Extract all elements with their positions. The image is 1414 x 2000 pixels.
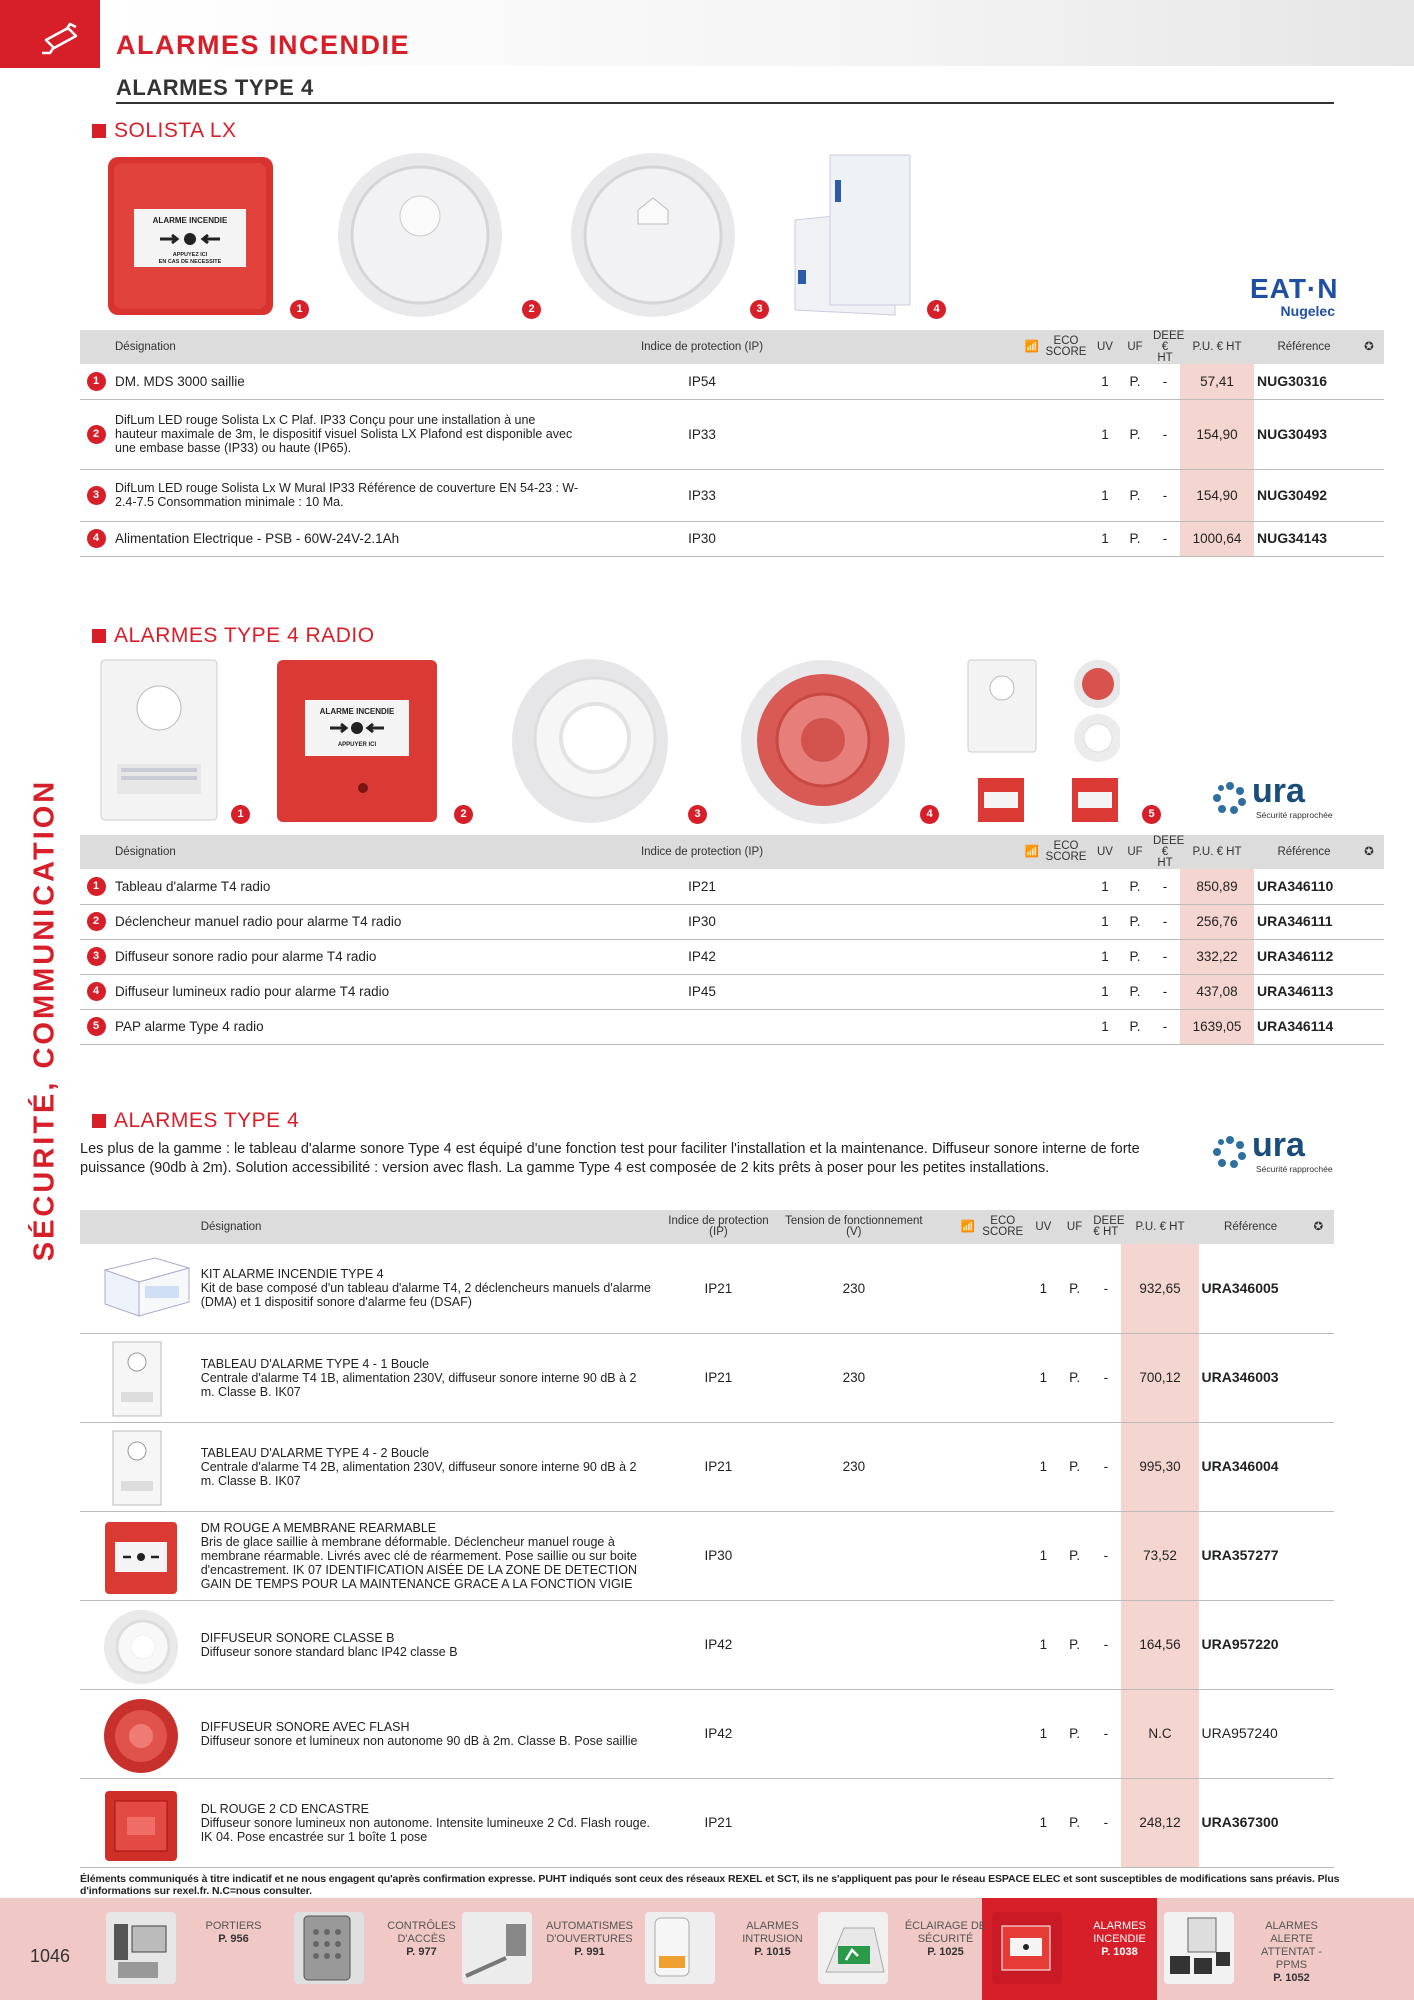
table-row: 1 DM. MDS 3000 saillie IP54 1 P. - 57,41 NUG30316 [80, 364, 1384, 399]
product-ip: IP21 [656, 1778, 781, 1867]
table-row: 4 Alimentation Electrique - PSB - 60W-24V-2.1Ah IP30 1 P. - 1000,64 NUG34143 [80, 521, 1384, 556]
nav-alarmes-incendie-active[interactable]: ALARMES INCENDIE P. 1038 [992, 1908, 1168, 1992]
nav-portiers[interactable]: PORTIERS P. 956 [106, 1908, 282, 1992]
col-uf: UF [1059, 1210, 1090, 1244]
table-row: 2 DifLum LED rouge Solista Lx C Plaf. IP33 Conçu pour une installation à une hauteur maximale de 3m, le dispositif visuel Solista LX Plafond est disponible avec une embase basse (IP33) ou haute (IP65). IP33 1 P. - 154,90 NUG30493 [80, 399, 1384, 469]
col-reference: Référence [1254, 835, 1354, 869]
product-image-radio-siren [505, 656, 675, 826]
col-deee: DEEE € HT [1150, 835, 1180, 869]
nav-eclairage-securite[interactable]: ÉCLAIRAGE DE SÉCURITÉ P. 1025 [818, 1908, 994, 1992]
product-description: Diffuseur sonore lumineux non autonome. Intensite lumineuxe 2 Cd. Flash rouge. IK 04. Pose encastrée sur 1 boîte 1 pose [200, 1815, 651, 1844]
product-table-radio [80, 835, 1384, 1045]
product-uf: P. [1059, 1689, 1090, 1778]
svg-text:APPUYEZ ICI: APPUYEZ ICI [172, 252, 208, 258]
product-price: 73,52 [1121, 1511, 1198, 1600]
page-subtitle: ALARMES TYPE 4 [116, 75, 314, 100]
col-designation: Désignation [112, 835, 582, 869]
product-deee: - [1090, 1689, 1121, 1778]
nav-controles-acces[interactable]: CONTRÔLES D'ACCÈS P. 977 [294, 1908, 470, 1992]
product-price: 164,56 [1121, 1600, 1198, 1689]
gate-motor-icon [462, 1912, 532, 1984]
col-ip: Indice de protection (IP) [582, 835, 822, 869]
table-row [80, 1778, 1334, 1867]
image-badge: 1 [231, 805, 250, 824]
title-rule [116, 102, 1334, 104]
product-description: Bris de glace saillie à membrane déformable. Déclencheur manuel rouge à membrane réarmable. Livrés avec clé de réarmement. Pose saillie ou sur boite d'encastrement. IK 07 IDENTIFICATION AISÉE DE LA ZONE DE DETECTION GAIN DE TEMPS POUR LA MAINTENANCE GRACE A LA FONCTION VIGIE [200, 1534, 637, 1591]
wifi-icon: 📶 [960, 1220, 975, 1233]
intercom-icon [106, 1912, 176, 1984]
product-title: TABLEAU D'ALARME TYPE 4 - 1 Boucle [200, 1356, 430, 1371]
product-title: DIFFUSEUR SONORE AVEC FLASH [200, 1719, 410, 1734]
product-uf: P. [1059, 1422, 1090, 1511]
product-thumbnail [101, 1607, 177, 1683]
product-price: 700,12 [1121, 1333, 1198, 1422]
product-uv: 1 [1028, 1778, 1059, 1867]
ura-logo-icon [1212, 780, 1248, 816]
nav-alarmes-intrusion[interactable]: ALARMES INTRUSION P. 1015 [645, 1908, 821, 1992]
nav-alarmes-alerte[interactable]: ALARMES ALERTE ATTENTAT - PPMS P. 1052 [1164, 1908, 1344, 1992]
product-title: DIFFUSEUR SONORE CLASSE B [200, 1630, 395, 1645]
product-reference: URA346003 [1199, 1333, 1303, 1422]
section-title-type4: ALARMES TYPE 4 [92, 1109, 299, 1133]
svg-text:ALARME INCENDIE: ALARME INCENDIE [319, 707, 395, 716]
product-ip: IP42 [656, 1689, 781, 1778]
col-price: P.U. € HT [1180, 330, 1254, 364]
image-badge: 3 [750, 300, 769, 319]
product-reference: URA346005 [1199, 1244, 1303, 1333]
product-deee: - [1090, 1778, 1121, 1867]
product-deee: - [1090, 1244, 1121, 1333]
product-deee: - [1090, 1422, 1121, 1511]
product-ip: IP42 [656, 1600, 781, 1689]
col-reference: Référence [1199, 1210, 1303, 1244]
product-thumbnail [101, 1696, 177, 1772]
product-thumbnail [101, 1429, 177, 1505]
product-reference: URA357277 [1199, 1511, 1303, 1600]
product-image-power-supply [790, 150, 915, 320]
product-uv: 1 [1028, 1422, 1059, 1511]
keypad-icon [294, 1912, 364, 1984]
product-description: Kit de base composé d'un tableau d'alarme T4, 2 déclencheurs manuels d'alarme (DMA) et 1 dispositif sonore d'alarme feu (DSAF) [200, 1281, 651, 1310]
page-number: 1046 [30, 1946, 71, 1966]
product-table-solista [80, 330, 1384, 557]
product-ip: IP21 [656, 1422, 781, 1511]
product-reference: URA346004 [1199, 1422, 1303, 1511]
product-uf: P. [1059, 1333, 1090, 1422]
table-row: 3 Diffuseur sonore radio pour alarme T4 radio IP42 1 P. - 332,22 URA346112 [80, 939, 1384, 974]
col-designation: Désignation [198, 1210, 656, 1244]
product-voltage: 230 [781, 1333, 927, 1422]
product-description: Diffuseur sonore standard blanc IP42 classe B [200, 1644, 458, 1659]
page-title: ALARMES INCENDIE [116, 30, 411, 60]
product-deee: - [1090, 1333, 1121, 1422]
alert-devices-icon [1164, 1912, 1234, 1984]
svg-text:APPUYER ICI: APPUYER ICI [337, 742, 377, 748]
product-title: KIT ALARME INCENDIE TYPE 4 [200, 1267, 384, 1282]
col-deee: DEEE € HT [1090, 1210, 1121, 1244]
product-voltage: 230 [781, 1244, 927, 1333]
alarm-siren-icon [645, 1912, 715, 1984]
col-voltage: Tension de fonctionnement (V) [781, 1210, 927, 1244]
table-row: 3 DifLum LED rouge Solista Lx W Mural IP33 Référence de couverture EN 54-23 : W-2.4-7.5 Consommation minimale : 10 Ma. IP33 1 P. - 154,90 NUG30492 [80, 469, 1384, 521]
col-eco-score: ECO SCORE [1042, 835, 1090, 869]
col-uf: UF [1120, 330, 1150, 364]
emergency-exit-icon [818, 1912, 888, 1984]
product-uf: P. [1059, 1600, 1090, 1689]
product-image-radio-kit [960, 656, 1120, 826]
product-thumbnail [101, 1340, 177, 1416]
product-price: 248,12 [1121, 1778, 1198, 1867]
section-title-radio: ALARMES TYPE 4 RADIO [92, 624, 375, 648]
product-deee: - [1090, 1600, 1121, 1689]
product-uv: 1 [1028, 1600, 1059, 1689]
fire-alarm-icon [992, 1912, 1062, 1984]
table-row: 2 Déclencheur manuel radio pour alarme T4 radio IP30 1 P. - 256,76 URA346111 [80, 904, 1384, 939]
product-ip: IP21 [656, 1244, 781, 1333]
product-reference: URA957220 [1199, 1600, 1303, 1689]
product-uf: P. [1059, 1511, 1090, 1600]
svg-text:ALARME INCENDIE: ALARME INCENDIE [152, 216, 228, 225]
product-title: DM ROUGE A MEMBRANE REARMABLE [200, 1520, 437, 1535]
col-uf: UF [1120, 835, 1150, 869]
col-price: P.U. € HT [1180, 835, 1254, 869]
table-row [80, 1600, 1334, 1689]
product-uf: P. [1059, 1244, 1090, 1333]
product-title: TABLEAU D'ALARME TYPE 4 - 2 Boucle [200, 1445, 430, 1460]
footnote: Éléments communiqués à titre indicatif et ne nous engagent qu'après confirmation expresse. PUHT indiqués sont ceux des réseaux REXEL et SCT, ils ne s'appliquent pas pour le réseau ESPACE ELEC et sont susceptibles de modifications sans préavis. Plus d'informations sur rexel.fr. N.C=nous consulter. [80, 1873, 1340, 1897]
ura-logo-icon [1212, 1134, 1248, 1170]
product-uv: 1 [1028, 1244, 1059, 1333]
product-ip: IP21 [656, 1333, 781, 1422]
product-reference: URA957240 [1199, 1689, 1303, 1778]
table-row: 4 Diffuseur lumineux radio pour alarme T4 radio IP45 1 P. - 437,08 URA346113 [80, 974, 1384, 1009]
image-badge: 5 [1142, 805, 1161, 824]
product-uv: 1 [1028, 1333, 1059, 1422]
product-image-diflum-ceiling [335, 150, 505, 320]
product-image-radio-panel [97, 656, 222, 826]
product-voltage: 230 [781, 1422, 927, 1511]
wifi-icon: 📶 [1024, 845, 1039, 858]
col-designation: Désignation [112, 330, 582, 364]
col-reference: Référence [1254, 330, 1354, 364]
product-title: DL ROUGE 2 CD ENCASTRE [200, 1801, 370, 1816]
product-uv: 1 [1028, 1511, 1059, 1600]
product-description: Centrale d'alarme T4 1B, alimentation 230V, diffuseur sonore interne 90 dB à 2 m. Classe B. IK07 [200, 1370, 637, 1399]
settings-icon: ✪ [1313, 1220, 1324, 1233]
brand-logo-eaton: EAT·N Nugelec [1250, 273, 1339, 319]
image-badge: 4 [920, 805, 939, 824]
product-description: Centrale d'alarme T4 2B, alimentation 230V, diffuseur sonore interne 90 dB à 2 m. Classe B. IK07 [200, 1459, 637, 1488]
table-row [80, 1511, 1334, 1600]
side-category-label: SÉCURITÉ, COMMUNICATION [28, 778, 61, 1262]
wifi-icon: 📶 [1024, 340, 1039, 353]
product-price: N.C [1121, 1689, 1198, 1778]
category-logo-box [0, 0, 100, 68]
product-thumbnail [101, 1250, 177, 1326]
col-ip: Indice de protection (IP) [656, 1210, 781, 1244]
svg-text:EN CAS DE NECESSITE: EN CAS DE NECESSITE [158, 259, 222, 265]
table-row [80, 1689, 1334, 1778]
product-voltage [781, 1511, 927, 1600]
product-voltage [781, 1689, 927, 1778]
image-badge: 3 [688, 805, 707, 824]
product-ip: IP30 [656, 1511, 781, 1600]
product-price: 995,30 [1121, 1422, 1198, 1511]
product-description: Diffuseur sonore et lumineux non autonome 90 dB à 2m. Classe B. Pose saillie [200, 1733, 638, 1748]
image-badge: 1 [290, 300, 309, 319]
product-image-radio-flash [735, 656, 910, 826]
table-row: 1 Tableau d'alarme T4 radio IP21 1 P. - 850,89 URA346110 [80, 869, 1384, 904]
product-thumbnail [101, 1785, 177, 1861]
col-uv: UV [1028, 1210, 1059, 1244]
product-voltage [781, 1600, 927, 1689]
product-voltage [781, 1778, 927, 1867]
nav-automatismes[interactable]: AUTOMATISMES D'OUVERTURES P. 991 [462, 1908, 638, 1992]
settings-icon: ✪ [1364, 340, 1374, 353]
section-title-solista: SOLISTA LX [92, 119, 237, 143]
table-row: 5 PAP alarme Type 4 radio 1 P. - 1639,05 URA346114 [80, 1009, 1384, 1044]
product-image-radio-dm [275, 656, 440, 826]
col-uv: UV [1090, 330, 1120, 364]
image-badge: 2 [454, 805, 473, 824]
product-image-dm-mds3000 [100, 155, 280, 320]
product-uv: 1 [1028, 1689, 1059, 1778]
security-camera-icon [0, 0, 100, 68]
section-intro: Les plus de la gamme : le tableau d'alarme sonore Type 4 est équipé d'une fonction test pour faciliter l'installation et la maintenance. Diffuseur sonore interne de forte puissance (90db à 2m). Solution accessibilité : version avec flash. La gamme Type 4 est composée de 2 kits prêts à poser pour les petites installations. [80, 1141, 1140, 1176]
product-image-diflum-wall [568, 150, 738, 320]
table-row [80, 1422, 1334, 1511]
col-price: P.U. € HT [1121, 1210, 1198, 1244]
table-row [80, 1244, 1334, 1333]
product-table-type4 [80, 1210, 1334, 1868]
product-reference: URA367300 [1199, 1778, 1303, 1867]
col-eco-score: ECO SCORE [978, 1210, 1028, 1244]
col-ip: Indice de protection (IP) [582, 330, 822, 364]
product-uf: P. [1059, 1778, 1090, 1867]
product-thumbnail [101, 1518, 177, 1594]
image-badge: 2 [522, 300, 541, 319]
product-price: 932,65 [1121, 1244, 1198, 1333]
product-deee: - [1090, 1511, 1121, 1600]
col-deee: DEEE € HT [1150, 330, 1180, 364]
col-eco-score: ECO SCORE [1042, 330, 1090, 364]
table-row [80, 1333, 1334, 1422]
image-badge: 4 [927, 300, 946, 319]
col-uv: UV [1090, 835, 1120, 869]
settings-icon: ✪ [1364, 845, 1374, 858]
